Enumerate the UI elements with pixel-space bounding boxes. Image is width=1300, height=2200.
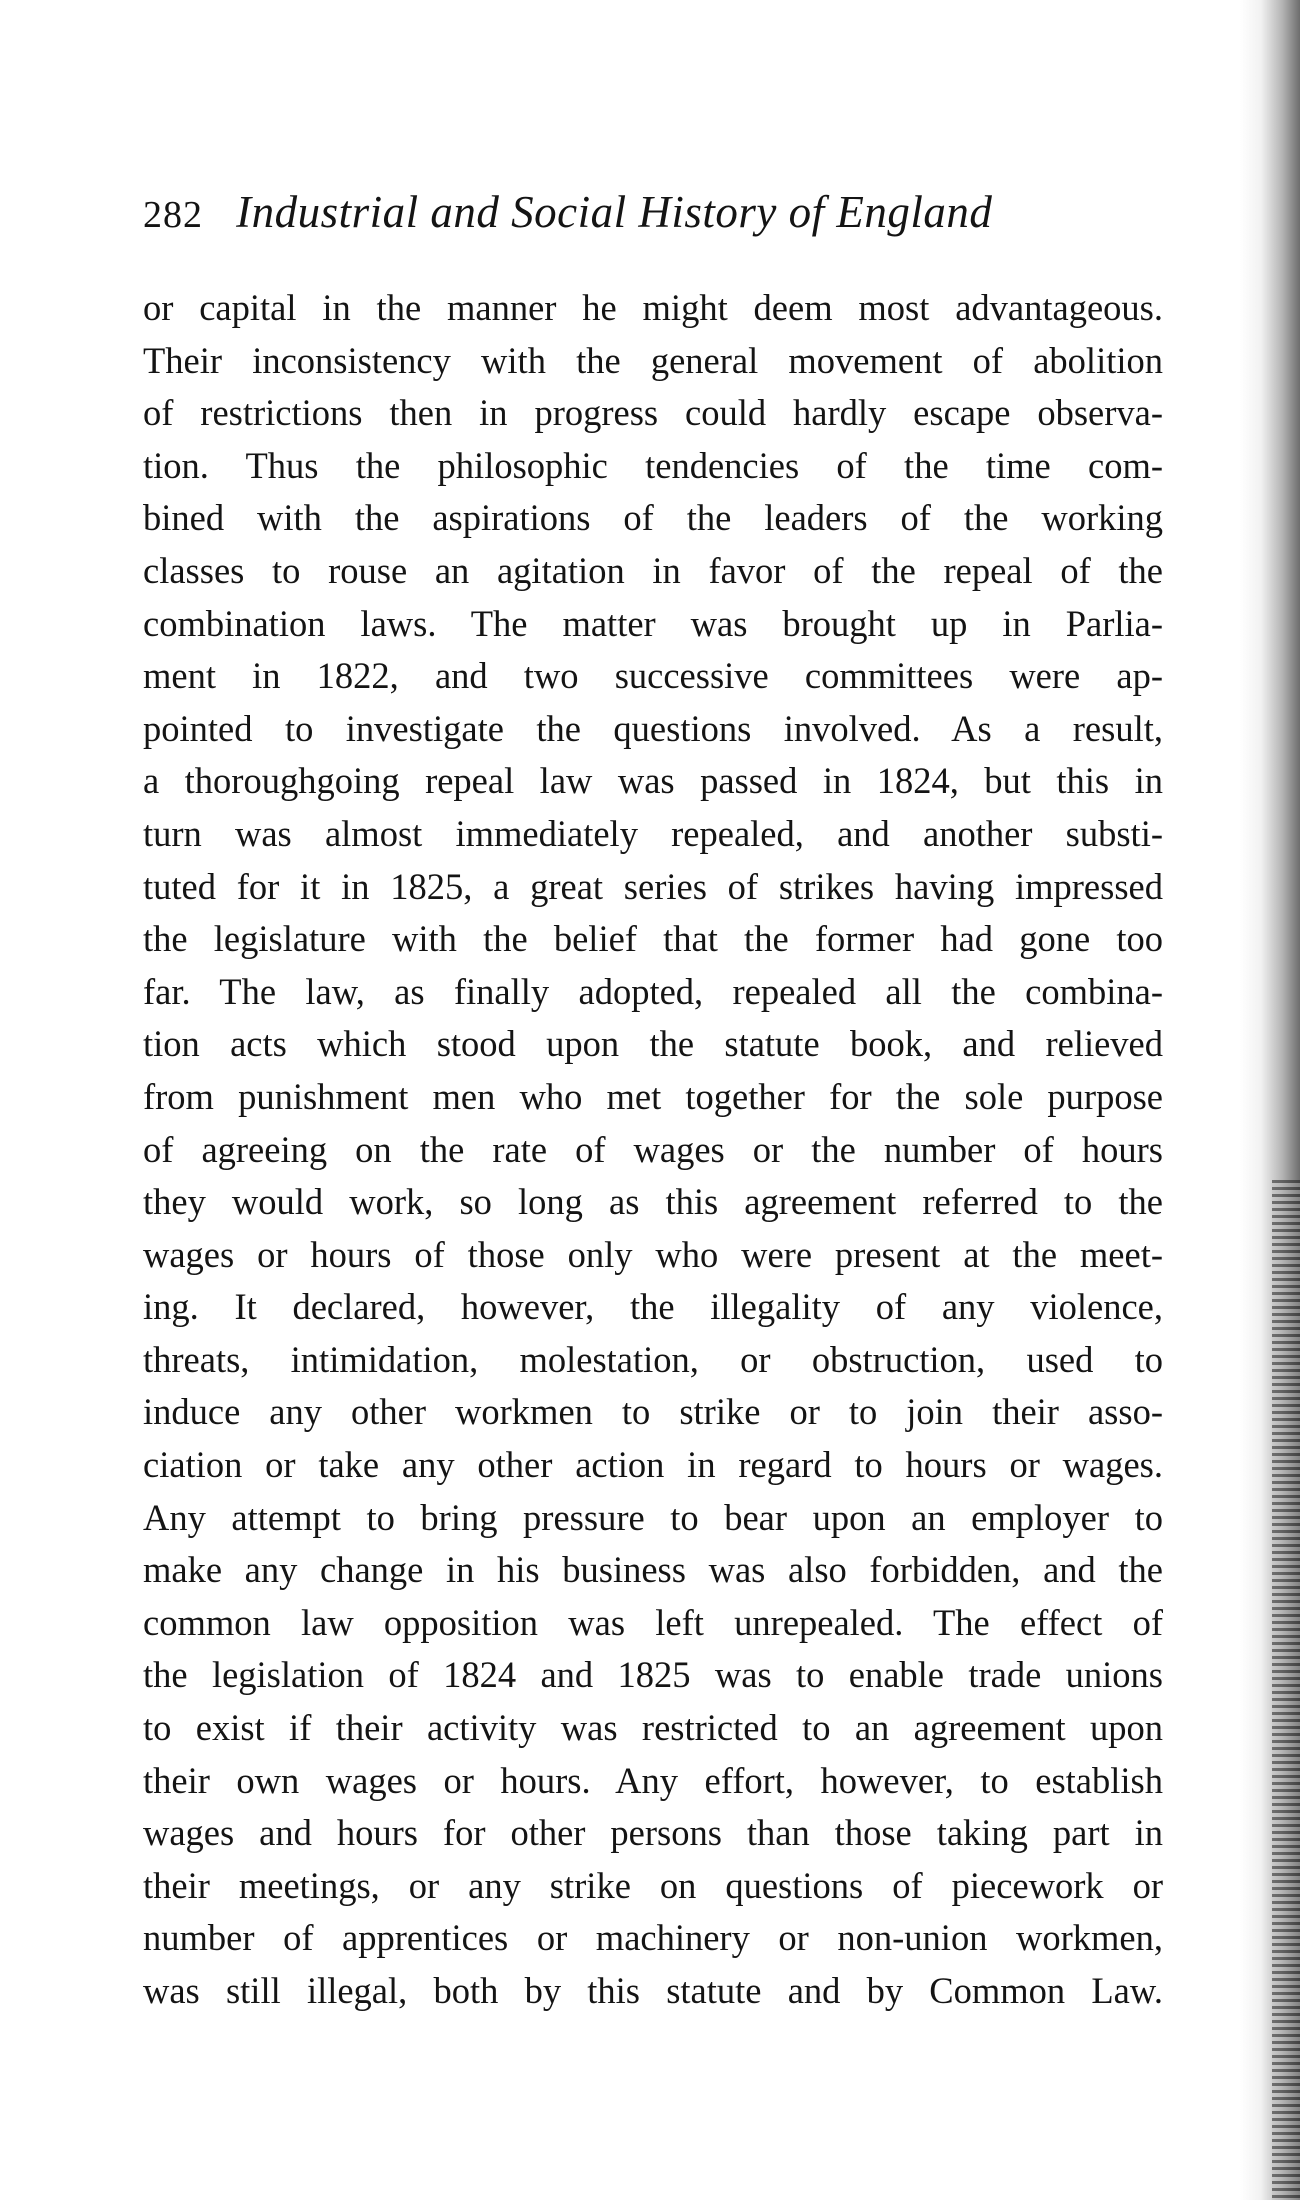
text-line: from punishment men who met together for the sole purpose: [143, 1075, 1163, 1117]
text-line: Their inconsistency with the general movement of abolition: [143, 339, 1163, 381]
text-line: combination laws. The matter was brought up in Parlia-: [143, 602, 1163, 644]
text-line: ment in 1822, and two successive committees were ap-: [143, 655, 1163, 697]
text-line: induce any other workmen to strike or to join their asso-: [143, 1391, 1163, 1433]
text-line: ciation or take any other action in regard to hours or wages.: [143, 1444, 1163, 1486]
body-text: [143, 282, 1163, 2018]
text-line: make any change in his business was also forbidden, and the: [143, 1549, 1163, 1591]
page-number: 282: [143, 194, 203, 236]
text-line: tion acts which stood upon the statute book, and relieved: [143, 1023, 1163, 1065]
text-line: tion. Thus the philosophic tendencies of the time com-: [143, 444, 1163, 486]
text-line: their own wages or hours. Any effort, however, to establish: [143, 1759, 1163, 1801]
scan-gutter-speckle: [1272, 1180, 1300, 2200]
text-line: classes to rouse an agitation in favor of the repeal of the: [143, 549, 1163, 591]
running-header: [143, 186, 1093, 248]
text-line: Any attempt to bring pressure to bear upon an employer to: [143, 1496, 1163, 1538]
text-line: pointed to investigate the questions involved. As a result,: [143, 707, 1163, 749]
text-line: threats, intimidation, molestation, or obstruction, used to: [143, 1338, 1163, 1380]
text-line: of agreeing on the rate of wages or the number of hours: [143, 1128, 1163, 1170]
text-line: ing. It declared, however, the illegality of any violence,: [143, 1286, 1163, 1328]
text-line: of restrictions then in progress could hardly escape observa-: [143, 392, 1163, 434]
text-line: or capital in the manner he might deem most advantageous.: [143, 287, 1163, 328]
text-line: the legislature with the belief that the former had gone too: [143, 918, 1163, 960]
text-line: wages and hours for other persons than those taking part in: [143, 1812, 1163, 1854]
text-line: their meetings, or any strike on questions of piecework or: [143, 1864, 1163, 1906]
text-line: to exist if their activity was restricted to an agreement upon: [143, 1707, 1163, 1749]
text-line: tuted for it in 1825, a great series of strikes having impressed: [143, 865, 1163, 907]
text-line: was still illegal, both by this statute and by Common Law.: [143, 1970, 1163, 2011]
text-line: common law opposition was left unrepealed. The effect of: [143, 1601, 1163, 1643]
text-line: the legislation of 1824 and 1825 was to enable trade unions: [143, 1654, 1163, 1696]
text-line: number of apprentices or machinery or non-union workmen,: [143, 1917, 1163, 1959]
text-line: they would work, so long as this agreement referred to the: [143, 1181, 1163, 1223]
text-line: turn was almost immediately repealed, and another substi-: [143, 812, 1163, 854]
text-line: wages or hours of those only who were present at the meet-: [143, 1233, 1163, 1275]
text-line: a thoroughgoing repeal law was passed in 1824, but this in: [143, 760, 1163, 802]
text-line: far. The law, as finally adopted, repealed all the combina-: [143, 970, 1163, 1012]
running-title: Industrial and Social History of England: [236, 187, 993, 237]
text-line: bined with the aspirations of the leaders of the working: [143, 497, 1163, 539]
